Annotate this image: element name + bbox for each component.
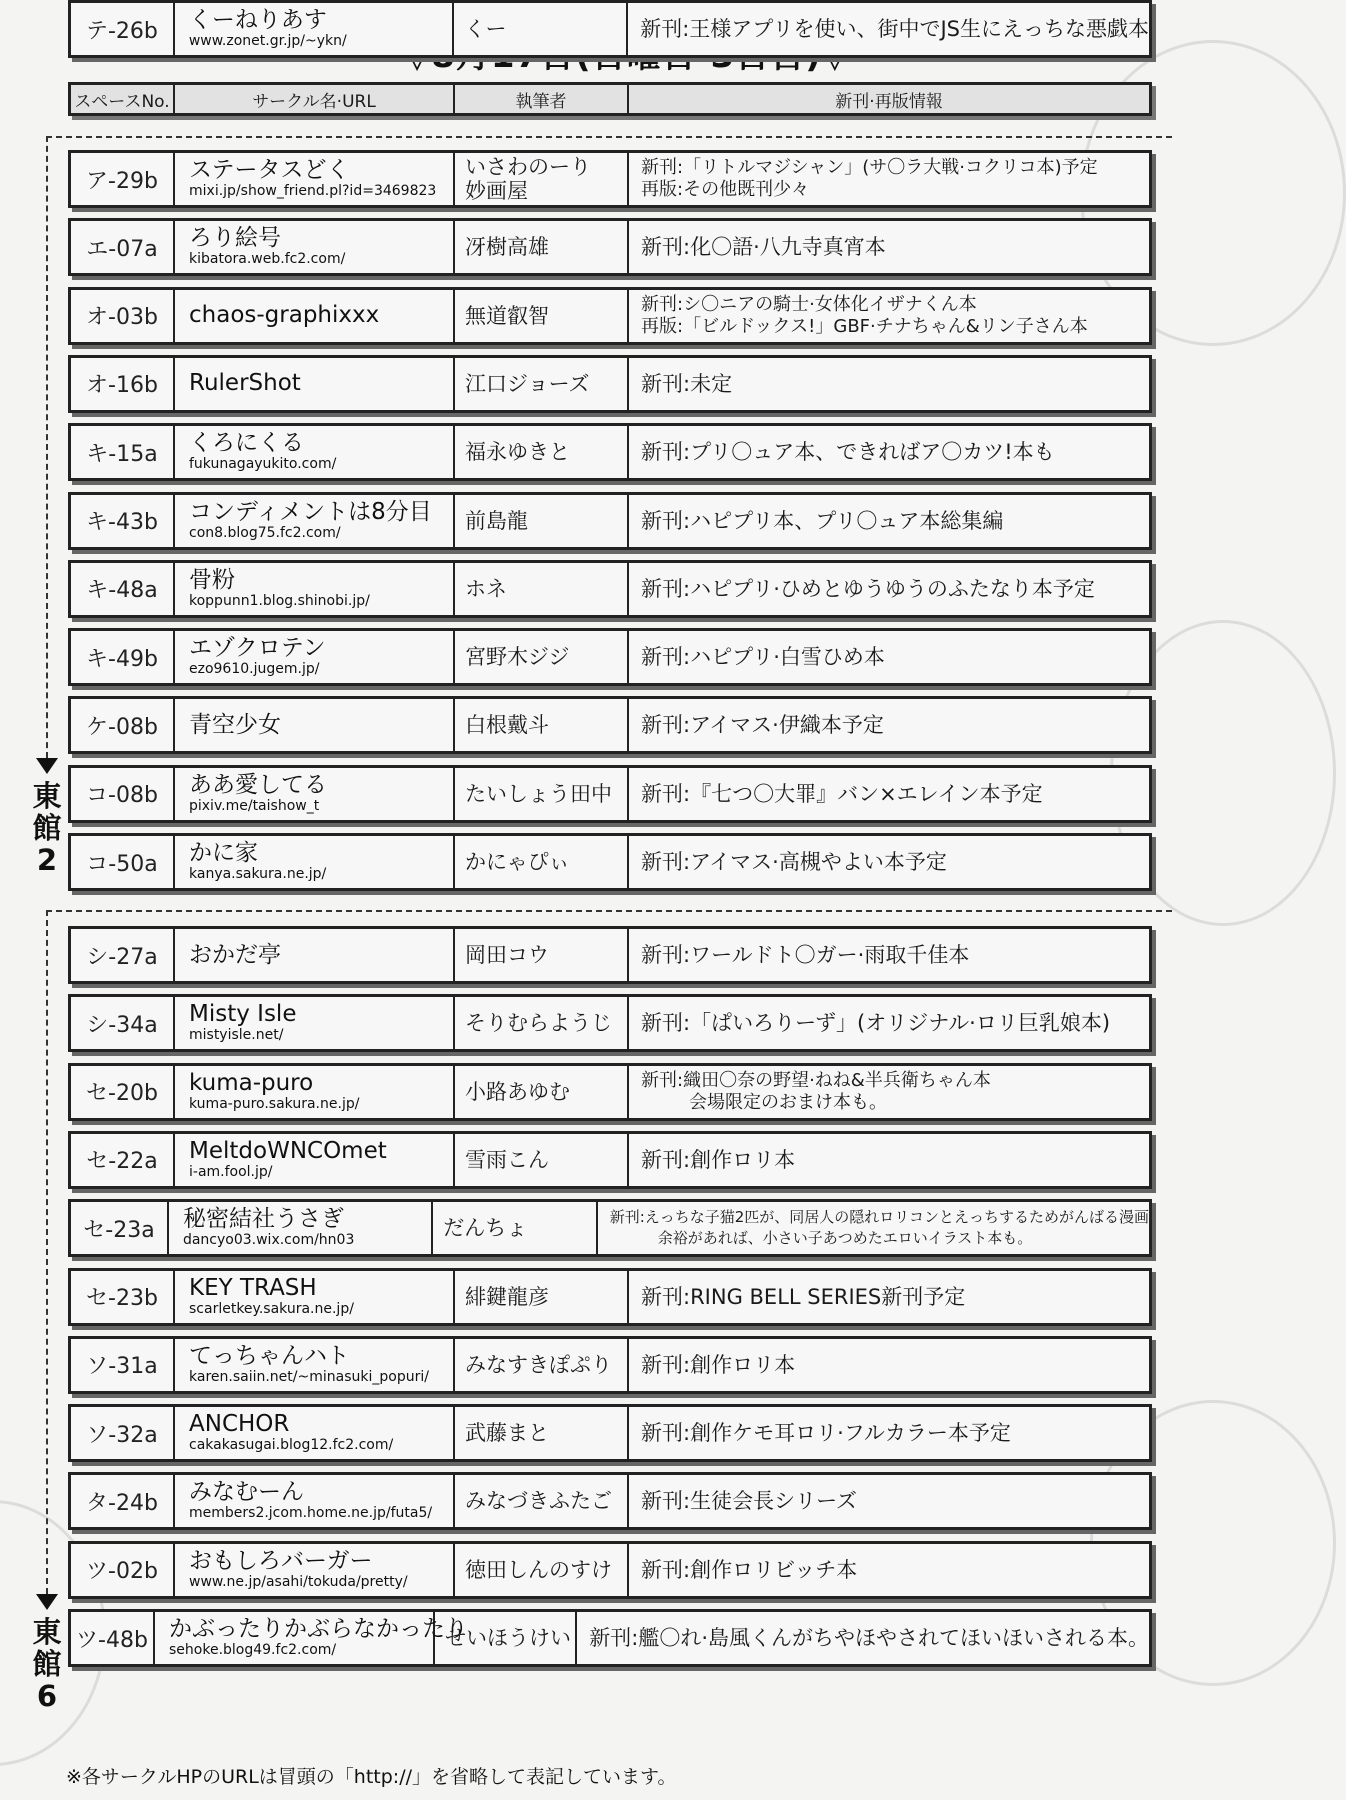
space-number: オ-16b bbox=[71, 358, 175, 410]
space-number: ア-29b bbox=[71, 153, 175, 205]
author-name: 前島龍 bbox=[465, 508, 528, 533]
release-info-line: 新刊:王様アプリを使い、街中でJS生にえっちな悪戯本 bbox=[640, 17, 1149, 41]
header-author: 執筆者 bbox=[455, 85, 629, 113]
space-number: キ-43b bbox=[71, 495, 175, 547]
release-info-cell bbox=[629, 929, 1149, 981]
release-info-cell bbox=[629, 699, 1149, 751]
circle-url: sehoke.blog49.fc2.com/ bbox=[169, 1642, 337, 1658]
circle-url: ezo9610.jugem.jp/ bbox=[189, 661, 320, 678]
author-cell bbox=[455, 290, 629, 342]
author-name: みなすきぽぷり bbox=[465, 1352, 612, 1377]
space-number: ソ-31a bbox=[71, 1339, 175, 1391]
circle-cell bbox=[175, 929, 455, 981]
circle-name: かぶったりかぶらなかったり bbox=[169, 1616, 468, 1642]
author-name: 白根戴斗 bbox=[465, 713, 549, 738]
release-info-cell bbox=[629, 1066, 1149, 1118]
circle-cell bbox=[175, 358, 455, 410]
table-row bbox=[68, 1336, 1152, 1394]
release-info-line: 新刊:シ〇ニアの騎士·女体化イザナくん本 bbox=[641, 293, 977, 315]
author-cell bbox=[455, 1271, 629, 1323]
author-name: くー bbox=[464, 17, 507, 41]
author-cell bbox=[454, 3, 628, 55]
author-name: いさわのーり bbox=[465, 155, 591, 179]
table-row bbox=[68, 628, 1152, 686]
table-row bbox=[68, 1472, 1152, 1530]
circle-cell bbox=[175, 1066, 455, 1118]
release-info-cell bbox=[629, 495, 1149, 547]
circle-cell bbox=[175, 1339, 455, 1391]
release-info-line: 新刊:創作ロリ本 bbox=[641, 1147, 796, 1172]
space-number: セ-23a bbox=[71, 1202, 169, 1254]
author-cell bbox=[433, 1202, 597, 1254]
space-number: キ-49b bbox=[71, 631, 175, 683]
author-name: 徳田しんのすけ bbox=[465, 1557, 612, 1582]
circle-cell bbox=[175, 221, 455, 273]
circle-url: www.ne.jp/asahi/tokuda/pretty/ bbox=[189, 1573, 408, 1590]
release-info-line: 新刊:アイマス·高槻やよい本予定 bbox=[641, 850, 947, 874]
author-cell bbox=[435, 1612, 577, 1664]
release-info-line: 新刊:ハピプリ本、プリ〇ュア本総集編 bbox=[641, 508, 1004, 533]
author-name: 小路あゆむ bbox=[465, 1079, 570, 1104]
table-row bbox=[68, 150, 1152, 208]
release-info-line: 新刊:えっちな子猫2匹が、同居人の隠れロリコンとえっちするためがんばる漫画 bbox=[609, 1208, 1149, 1227]
circle-url: kuma-puro.sakura.ne.jp/ bbox=[189, 1095, 360, 1112]
circle-url: pixiv.me/taishow_t bbox=[189, 797, 320, 814]
release-info-line: 新刊:RING BELL SERIES新刊予定 bbox=[641, 1284, 966, 1309]
author-name: たいしょう田中 bbox=[465, 781, 612, 806]
author-name: せいほうけい bbox=[445, 1626, 571, 1650]
author-cell bbox=[455, 563, 629, 615]
release-info-line: 新刊:「リトルマジシャン」(サ〇ラ大戦·コクリコ本)予定 bbox=[641, 157, 1098, 178]
table-row bbox=[68, 994, 1152, 1052]
circle-name: Misty Isle bbox=[189, 1001, 297, 1028]
author-name: 無道叡智 bbox=[465, 303, 549, 328]
author-name: だんちょ bbox=[443, 1216, 528, 1241]
release-info-cell bbox=[629, 358, 1149, 410]
release-info-line: 新刊:ワールドト〇ガー·雨取千佳本 bbox=[641, 943, 970, 967]
release-info-line: 新刊:化〇語·八九寺真宵本 bbox=[641, 235, 886, 260]
header-space: スペースNo. bbox=[71, 85, 175, 113]
release-info-line: 余裕があれば、小さい子あつめたエロいイラスト本も。 bbox=[657, 1229, 1033, 1248]
author-name: 冴樹高雄 bbox=[465, 235, 549, 260]
circle-cell bbox=[175, 153, 455, 205]
space-number: ケ-08b bbox=[71, 699, 175, 751]
release-info-cell bbox=[629, 1134, 1149, 1186]
circle-cell bbox=[155, 1612, 468, 1664]
table-row bbox=[68, 1063, 1152, 1121]
release-info-line: 新刊:プリ〇ュア本、できればア〇カツ!本も bbox=[641, 440, 1055, 465]
space-number: オ-03b bbox=[71, 290, 175, 342]
circle-name: エゾクロテン bbox=[189, 635, 326, 662]
circle-name: chaos-graphixxx bbox=[189, 302, 380, 329]
arrow-down-icon bbox=[36, 1594, 58, 1610]
author-cell bbox=[455, 1544, 629, 1596]
author-name: 江口ジョーズ bbox=[465, 371, 590, 396]
circle-name: 青空少女 bbox=[189, 711, 281, 738]
circle-cell bbox=[175, 1271, 455, 1323]
circle-url: scarletkey.sakura.ne.jp/ bbox=[189, 1300, 354, 1317]
table-row bbox=[68, 1404, 1152, 1462]
release-info-cell bbox=[577, 1612, 1149, 1664]
author-name: ホネ bbox=[465, 576, 507, 601]
circle-name: かに家 bbox=[189, 840, 258, 866]
author-name: 宮野木ジジ bbox=[465, 645, 570, 670]
release-info-cell bbox=[629, 426, 1149, 478]
space-number: シ-27a bbox=[71, 929, 175, 981]
release-info-cell bbox=[629, 153, 1149, 205]
author-name: 雪雨こん bbox=[465, 1147, 549, 1172]
space-number: タ-24b bbox=[71, 1475, 175, 1527]
author-cell bbox=[455, 1066, 629, 1118]
circle-cell bbox=[175, 997, 455, 1049]
table-row bbox=[68, 1131, 1152, 1189]
space-number: ツ-48b bbox=[71, 1612, 155, 1664]
author-cell bbox=[455, 495, 629, 547]
space-number: コ-50a bbox=[71, 836, 175, 888]
release-info-line: 新刊:織田〇奈の野望·ねね&半兵衛ちゃん本 bbox=[641, 1069, 991, 1091]
section-guide-line bbox=[46, 136, 48, 758]
table-row bbox=[68, 926, 1152, 984]
circle-url: mistyisle.net/ bbox=[189, 1027, 284, 1044]
release-info-line: 新刊:創作ロリ本 bbox=[641, 1352, 796, 1377]
table-row bbox=[68, 1541, 1152, 1599]
circle-name: kuma-puro bbox=[189, 1069, 314, 1096]
circle-url: con8.blog75.fc2.com/ bbox=[189, 524, 341, 541]
release-info-line: 新刊:アイマス·伊織本予定 bbox=[641, 713, 884, 738]
circle-cell bbox=[175, 1407, 455, 1459]
author-name: 妙画屋 bbox=[465, 179, 528, 203]
author-cell bbox=[455, 221, 629, 273]
author-name: 岡田コウ bbox=[465, 943, 549, 967]
circle-url: mixi.jp/show_friend.pl?id=3469823 bbox=[189, 183, 437, 199]
space-number: セ-20b bbox=[71, 1066, 175, 1118]
space-number: キ-15a bbox=[71, 426, 175, 478]
space-number: キ-48a bbox=[71, 563, 175, 615]
circle-name: くーねりあす bbox=[188, 7, 327, 33]
circle-url: members2.jcom.home.ne.jp/futa5/ bbox=[189, 1505, 433, 1522]
space-number: エ-07a bbox=[71, 221, 175, 273]
circle-url: www.zonet.gr.jp/~ykn/ bbox=[188, 33, 347, 49]
circle-cell bbox=[175, 1134, 455, 1186]
release-info-line: 再版:その他既刊少々 bbox=[641, 179, 810, 200]
circle-cell bbox=[175, 1475, 455, 1527]
circle-name: KEY TRASH bbox=[189, 1274, 317, 1301]
table-row bbox=[68, 1609, 1152, 1667]
footnote: ※各サークルHPのURLは冒頭の「http://」を省略して表記しています。 bbox=[66, 1766, 677, 1788]
author-name: 緋鍵龍彦 bbox=[465, 1284, 549, 1309]
author-cell bbox=[455, 358, 629, 410]
circle-name: 秘密結社うさぎ bbox=[182, 1206, 344, 1233]
header-circle: サークル名·URL bbox=[175, 85, 455, 113]
release-info-cell bbox=[629, 563, 1149, 615]
author-name: そりむらようじ bbox=[465, 1011, 612, 1036]
table-row bbox=[68, 560, 1152, 618]
circle-name: 骨粉 bbox=[189, 566, 235, 593]
circle-url: cakakasugai.blog12.fc2.com/ bbox=[189, 1437, 394, 1454]
circle-cell bbox=[175, 495, 455, 547]
circle-name: くろにくる bbox=[189, 430, 304, 457]
table-row bbox=[68, 0, 1152, 58]
release-info-cell bbox=[628, 3, 1149, 55]
release-info-cell bbox=[629, 768, 1149, 820]
table-row bbox=[68, 696, 1152, 754]
circle-cell bbox=[175, 699, 455, 751]
release-info-line: 新刊:艦〇れ·島風くんがちやほやされてほいほいされる本。 bbox=[589, 1626, 1149, 1650]
author-cell bbox=[455, 631, 629, 683]
author-cell bbox=[455, 836, 629, 888]
table-row bbox=[68, 765, 1152, 823]
space-number: コ-08b bbox=[71, 768, 175, 820]
table-row bbox=[68, 1199, 1152, 1257]
author-cell bbox=[455, 1134, 629, 1186]
circle-name: コンディメントは8分目 bbox=[189, 498, 432, 525]
release-info-cell bbox=[629, 631, 1149, 683]
table-header bbox=[68, 82, 1152, 116]
circle-cell bbox=[175, 1544, 455, 1596]
author-cell bbox=[455, 153, 629, 205]
circle-name: ああ愛してる bbox=[189, 771, 327, 798]
table-row bbox=[68, 1268, 1152, 1326]
circle-url: kanya.sakura.ne.jp/ bbox=[189, 866, 327, 882]
table-row bbox=[68, 218, 1152, 276]
author-cell bbox=[455, 997, 629, 1049]
release-info-cell bbox=[629, 836, 1149, 888]
space-number: テ-26b bbox=[71, 3, 175, 55]
release-info-cell bbox=[629, 1407, 1149, 1459]
circle-name: ろり絵号 bbox=[189, 225, 281, 252]
section-divider bbox=[46, 910, 1172, 912]
release-info-cell bbox=[629, 1339, 1149, 1391]
release-info-line: 新刊:創作ロリビッチ本 bbox=[641, 1557, 858, 1582]
header-info: 新刊·再版情報 bbox=[835, 91, 943, 112]
release-info-cell bbox=[629, 290, 1149, 342]
release-info-line: 再版:「ビルドックス!」GBF·チナちゃん&リン子さん本 bbox=[641, 315, 1088, 337]
circle-name: おかだ亭 bbox=[189, 941, 281, 968]
author-cell bbox=[455, 929, 629, 981]
table-row bbox=[68, 833, 1152, 891]
release-info-line: 新刊:「ぱいろりーず」(オリジナル·ロリ巨乳娘本) bbox=[641, 1011, 1111, 1036]
author-name: みなづきふたご bbox=[465, 1489, 612, 1514]
author-name: 福永ゆきと bbox=[465, 440, 570, 465]
table-row bbox=[68, 287, 1152, 345]
circle-url: karen.saiin.net/~minasuki_popuri/ bbox=[189, 1368, 429, 1385]
arrow-down-icon bbox=[36, 758, 58, 774]
circle-url: kibatora.web.fc2.com/ bbox=[189, 251, 346, 268]
circle-url: dancyo03.wix.com/hn03 bbox=[182, 1232, 355, 1249]
release-info-cell bbox=[629, 1271, 1149, 1323]
circle-name: RulerShot bbox=[189, 370, 301, 397]
space-number: ツ-02b bbox=[71, 1544, 175, 1596]
table-row bbox=[68, 355, 1152, 413]
release-info-line: 新刊:生徒会長シリーズ bbox=[641, 1489, 858, 1514]
release-info-line: 新刊:『七つ〇大罪』バン×エレイン本予定 bbox=[641, 781, 1043, 806]
circle-name: みなむーん bbox=[189, 1479, 304, 1506]
hall-label-east-2: 東 館 2 bbox=[32, 779, 62, 877]
release-info-line: 新刊:ハピプリ·白雪ひめ本 bbox=[641, 645, 885, 670]
circle-cell bbox=[175, 563, 455, 615]
hall-label-east-6: 東 館 6 bbox=[32, 1615, 62, 1713]
space-number: セ-23b bbox=[71, 1271, 175, 1323]
author-name: かにゃぴぃ bbox=[465, 850, 570, 874]
author-cell bbox=[455, 426, 629, 478]
circle-cell bbox=[175, 290, 455, 342]
release-info-line: 新刊:ハピプリ·ひめとゆうゆうのふたなり本予定 bbox=[641, 576, 1095, 601]
release-info-cell bbox=[629, 221, 1149, 273]
author-name: 武藤まと bbox=[465, 1421, 549, 1446]
circle-cell bbox=[175, 768, 455, 820]
circle-name: ステータスどく bbox=[189, 157, 350, 183]
release-info-cell bbox=[629, 1475, 1149, 1527]
author-cell bbox=[455, 1475, 629, 1527]
author-cell bbox=[455, 699, 629, 751]
release-info-line: 新刊:創作ケモ耳ロリ·フルカラー本予定 bbox=[641, 1421, 1011, 1446]
circle-name: おもしろバーガー bbox=[189, 1547, 373, 1574]
circle-cell bbox=[175, 836, 455, 888]
release-info-cell bbox=[598, 1202, 1149, 1254]
circle-name: ANCHOR bbox=[189, 1411, 290, 1438]
release-info-line: 新刊:未定 bbox=[641, 371, 733, 396]
section-divider bbox=[46, 136, 1172, 138]
circle-url: koppunn1.blog.shinobi.jp/ bbox=[189, 592, 370, 609]
author-cell bbox=[455, 1339, 629, 1391]
table-row bbox=[68, 492, 1152, 550]
author-cell bbox=[455, 768, 629, 820]
space-number: ソ-32a bbox=[71, 1407, 175, 1459]
circle-cell bbox=[175, 631, 455, 683]
circle-name: MeltdoWNCOmet bbox=[189, 1137, 387, 1164]
circle-cell bbox=[169, 1202, 433, 1254]
space-number: セ-22a bbox=[71, 1134, 175, 1186]
circle-cell bbox=[175, 426, 455, 478]
release-info-line: 会場限定のおまけ本も。 bbox=[689, 1091, 887, 1113]
author-cell bbox=[455, 1407, 629, 1459]
release-info-cell bbox=[629, 1544, 1149, 1596]
circle-cell bbox=[175, 3, 455, 55]
circle-url: i-am.fool.jp/ bbox=[189, 1163, 273, 1180]
circle-name: てっちゃんハト bbox=[189, 1342, 350, 1369]
release-info-cell bbox=[629, 997, 1149, 1049]
space-number: シ-34a bbox=[71, 997, 175, 1049]
table-row bbox=[68, 423, 1152, 481]
section-guide-line bbox=[46, 910, 48, 1594]
circle-url: fukunagayukito.com/ bbox=[189, 456, 337, 473]
